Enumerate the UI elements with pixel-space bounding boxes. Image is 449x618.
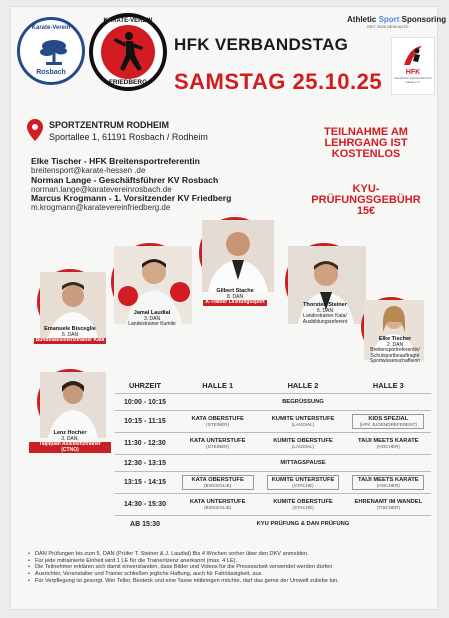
session-cell: TAIJI MEETS KARATE (HOCHER) bbox=[346, 472, 431, 494]
info-line-1: TEILNAHME AM bbox=[324, 126, 408, 138]
column-header: HALLE 1 bbox=[202, 381, 234, 390]
fee-amount: 15€ bbox=[356, 205, 376, 217]
contacts-list bbox=[31, 157, 231, 213]
trainer-caption-hocher: Lenz Hocher 3. DAN, Taijiquan Assistenztrainer (CTNO) bbox=[29, 431, 111, 453]
span-cell: BEGRÜSSUNG bbox=[175, 394, 431, 411]
session-cell: KATA OBERSTUFE (BISCEGLIE) bbox=[175, 472, 260, 494]
logo-left-top-text: Karate-Verein bbox=[31, 25, 71, 31]
column-header: HALLE 2 bbox=[287, 381, 319, 390]
note-item: • Für jede mitrainierte Einheit wird 1 LE für die Trainerlizenz anerkannt (max. 4 LE). bbox=[27, 558, 422, 565]
session-cell: KATA UNTERSTUFE (BISCEGLIE) bbox=[175, 494, 260, 516]
notes-list bbox=[27, 551, 422, 585]
hfk-label: HFK bbox=[405, 69, 421, 76]
schedule-row bbox=[115, 516, 431, 533]
trainer-caption-stache: Gilbert Stache 8. DAN A-Trainer Leistungssport bbox=[205, 288, 265, 306]
time-cell: 12:30 - 13:15 bbox=[115, 455, 175, 472]
logo-left-bottom-text: Rosbach bbox=[36, 69, 66, 76]
span-cell: KYU PRÜFUNG & DAN PRÜFUNG bbox=[175, 516, 431, 533]
schedule-header-row bbox=[115, 379, 431, 394]
time-cell: 13:15 - 14:15 bbox=[115, 472, 175, 494]
session-cell: KUMITE OBERSTUFE (STACHE) bbox=[260, 494, 345, 516]
trainer-caption-bisceglie: Emanuele Bisceglie 5. DAN Bundesassistenztrainer Kata bbox=[35, 326, 105, 344]
time-cell: 10:15 - 11:15 bbox=[115, 411, 175, 433]
time-cell: 14:30 - 15:30 bbox=[115, 494, 175, 516]
column-header: HALLE 3 bbox=[372, 381, 404, 390]
hfk-karateka-icon bbox=[400, 43, 426, 69]
fee-label: KYU-PRÜFUNGSGEBÜHR bbox=[311, 183, 421, 206]
session-cell: KUMITE UNTERSTUFE (STACHE) bbox=[260, 472, 345, 494]
location-pin-icon bbox=[27, 119, 43, 141]
sponsor-logo bbox=[347, 15, 447, 29]
note-item: • Die Teilnehmer erklären sich damit einverstanden, dass Bilder und Videos für die Pressearbeit verwendet werden dürfen bbox=[27, 564, 422, 571]
contact-name: Marcus Krogmann - 1. Vorsitzender KV Friedberg bbox=[31, 193, 232, 204]
trainer-photo-hocher bbox=[37, 369, 103, 435]
trainer-caption-steiner: Thorsten Steiner 5. DAN Landestrainer Kata/ Ausbildungsreferent bbox=[302, 302, 348, 325]
participation-info bbox=[311, 127, 421, 217]
contact-email[interactable]: m.krogmann@karatevereinfriedberg.de bbox=[31, 203, 171, 213]
info-line-2: LEHRGANG IST bbox=[324, 137, 408, 149]
session-cell: KUMITE UNTERSTUFE (LAUDIAL) bbox=[260, 411, 345, 433]
session-cell: EHRENAMT IM WANDEL (TISCHER) bbox=[346, 494, 431, 516]
time-cell: AB 15:30 bbox=[115, 516, 175, 533]
karate-verein-friedberg-logo bbox=[89, 13, 167, 91]
note-item: • Für Verpflegung ist gesorgt. Wer Teller, Besteck und eine Tasse mitbringen möchte, darf das gerne der Umwelt zuliebe tun. bbox=[27, 578, 422, 585]
venue-address: Sportallee 1, 61191 Rosbach / Rodheim bbox=[49, 132, 208, 142]
session-cell: KUMITE OBERSTUFE (LAUDIAL) bbox=[260, 433, 345, 455]
event-date: SAMSTAG 25.10.25 bbox=[174, 69, 383, 94]
info-line-3: KOSTENLOS bbox=[331, 148, 401, 160]
schedule-row bbox=[115, 494, 431, 516]
event-poster bbox=[10, 6, 447, 610]
schedule-row bbox=[115, 455, 431, 472]
karate-verein-rosbach-logo bbox=[17, 17, 85, 85]
contact-name: Norman Lange - Geschäftsführer KV Rosbach bbox=[31, 174, 219, 185]
note-item: • Ausrichter, Veranstalter und Trainer schließen jegliche Haftung, auch für Fahrlässigkeit, aus bbox=[27, 571, 422, 578]
trainer-photo-stache bbox=[199, 217, 271, 289]
sponsor-name: Athletic Sport Sponsoring bbox=[347, 15, 447, 24]
contact-name: Elke Tischer - HFK Breitensportreferentin bbox=[31, 156, 200, 166]
schedule-row bbox=[115, 394, 431, 411]
span-cell: MITTAGSPAUSE bbox=[175, 455, 431, 472]
schedule-row bbox=[115, 411, 431, 433]
hfk-subtitle: Hessischer Fachverband für Karate e.V. bbox=[394, 76, 432, 84]
session-cell: KIDS SPEZIAL (HFK JUGENDREFERENT) bbox=[346, 411, 431, 433]
trainer-caption-tischer: Elke Tischer 2. DAN Breitensportreferentin/ Schulsportbeauftragte Sportwissenschaftlerin bbox=[369, 336, 421, 365]
schedule-row bbox=[115, 433, 431, 455]
venue-block bbox=[49, 119, 208, 143]
sponsor-tagline: SEIT 2005 DEIN AUTO bbox=[367, 24, 409, 29]
event-title: HFK VERBANDSTAG bbox=[174, 35, 349, 54]
logo-right-bottom-text: FRIEDBERG bbox=[108, 79, 148, 86]
schedule-table bbox=[115, 379, 431, 533]
column-header: UHRZEIT bbox=[128, 381, 162, 390]
hfk-logo bbox=[391, 37, 435, 95]
logo-right-top-text: KARATE-VEREIN bbox=[103, 18, 153, 24]
contact-email[interactable]: breitensport@karate-hessen .de bbox=[31, 166, 146, 176]
session-cell: KATA UNTERSTUFE (STEINER) bbox=[175, 433, 260, 455]
contact-email[interactable]: norman.lange@karatevereinrosbach.de bbox=[31, 184, 172, 194]
karate-fighter-icon bbox=[110, 29, 148, 77]
note-item: • DAN Prüfungen bis zum 5. DAN (Prüfer T. Steiner & J. Laudial) Bis 4 Wochen vorher über den DKV anmelden. bbox=[27, 551, 422, 558]
time-cell: 10:00 - 10:15 bbox=[115, 394, 175, 411]
bonsai-icon bbox=[38, 36, 70, 68]
session-cell: TAIJI MEETS KARATE (HOCHER) bbox=[346, 433, 431, 455]
schedule-row bbox=[115, 472, 431, 494]
time-cell: 11:30 - 12:30 bbox=[115, 433, 175, 455]
trainer-caption-laudial: Jamal Laudial 3. DAN Landestrainer Kumite bbox=[128, 310, 176, 328]
venue-name: SPORTZENTRUM RODHEIM bbox=[49, 120, 169, 130]
session-cell: KATA OBERSTUFE (STEINER) bbox=[175, 411, 260, 433]
